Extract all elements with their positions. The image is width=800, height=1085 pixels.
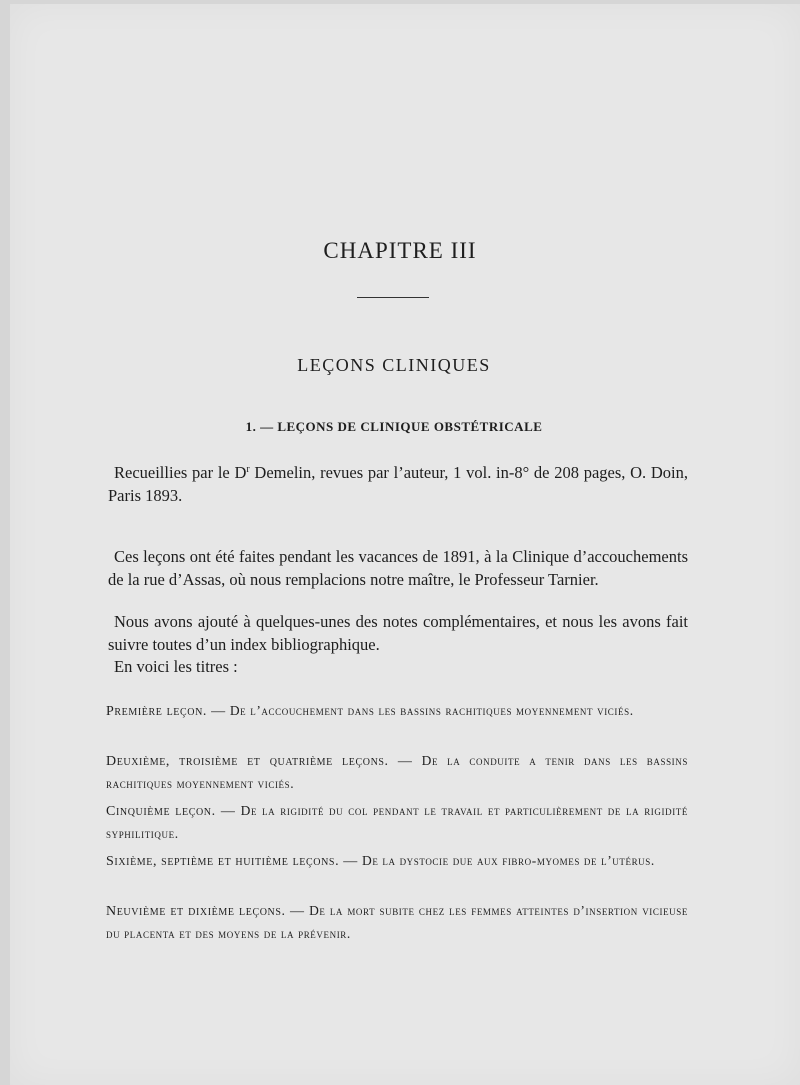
bibliographic-note-part2: Demelin, revues par l’auteur, 1 vol. in-8° de 208 pages, O. Doin, Paris 1893. <box>108 463 688 505</box>
lesson-entry <box>106 750 688 795</box>
subsection-title: 1. — LEÇONS DE CLINIQUE OBSTÉTRICALE <box>245 419 543 434</box>
lesson-title: De la conduite a tenir dans les bassins rachitiques moyennement viciés. <box>106 753 688 791</box>
lesson-list-item <box>106 700 688 723</box>
lesson-heading: Neuvième et dixième leçons. — <box>106 904 310 919</box>
section-title: LEÇONS CLINIQUES <box>297 355 491 375</box>
intro-paragraph: Nous avons ajouté à quelques-unes des notes complémentaires, et nous les avons fait suivre toutes d’un index bibliographique. <box>108 612 688 654</box>
intro-paragraph: Ces leçons ont été faites pendant les vacances de 1891, à la Clinique d’accouchements de la rue d’Assas, où nous remplacions notre maître, le Professeur Tarnier. <box>108 547 688 589</box>
lesson-title: De la mort subite chez les femmes atteintes d’insertion vicieuse du placenta et des moyens de la prévenir. <box>106 903 688 941</box>
lesson-heading: Cinquième leçon. — <box>106 804 241 819</box>
lesson-heading: Première leçon. — <box>106 704 230 719</box>
lesson-entry <box>106 800 688 845</box>
lesson-title: De la rigidité du col pendant le travail et particulièrement de la rigidité syphilitique. <box>106 803 688 841</box>
chapter-title: CHAPITRE III <box>323 238 477 263</box>
title-divider <box>357 297 429 298</box>
lesson-entry <box>106 850 688 873</box>
lesson-heading: Sixième, septième et huitième leçons. — <box>106 854 362 869</box>
intro-paragraph: En voici les titres : <box>114 657 238 676</box>
lesson-list-item <box>106 850 688 873</box>
lesson-title: De la dystocie due aux fibro-myomes de l’utérus. <box>361 853 655 868</box>
lesson-list-item <box>106 750 688 795</box>
lesson-heading: Deuxième, troisième et quatrième leçons. — <box>106 754 422 769</box>
lesson-list-item <box>106 800 688 845</box>
lesson-entry <box>106 700 688 723</box>
lesson-title: De l’accouchement dans les bassins rachitiques moyennement viciés. <box>229 703 634 718</box>
bibliographic-note <box>108 461 688 507</box>
lesson-list-item <box>106 900 688 945</box>
bibliographic-note-part1: Recueillies par le D <box>114 463 247 482</box>
bibliographic-note-superscript: r <box>246 464 250 475</box>
lesson-entry <box>106 900 688 945</box>
